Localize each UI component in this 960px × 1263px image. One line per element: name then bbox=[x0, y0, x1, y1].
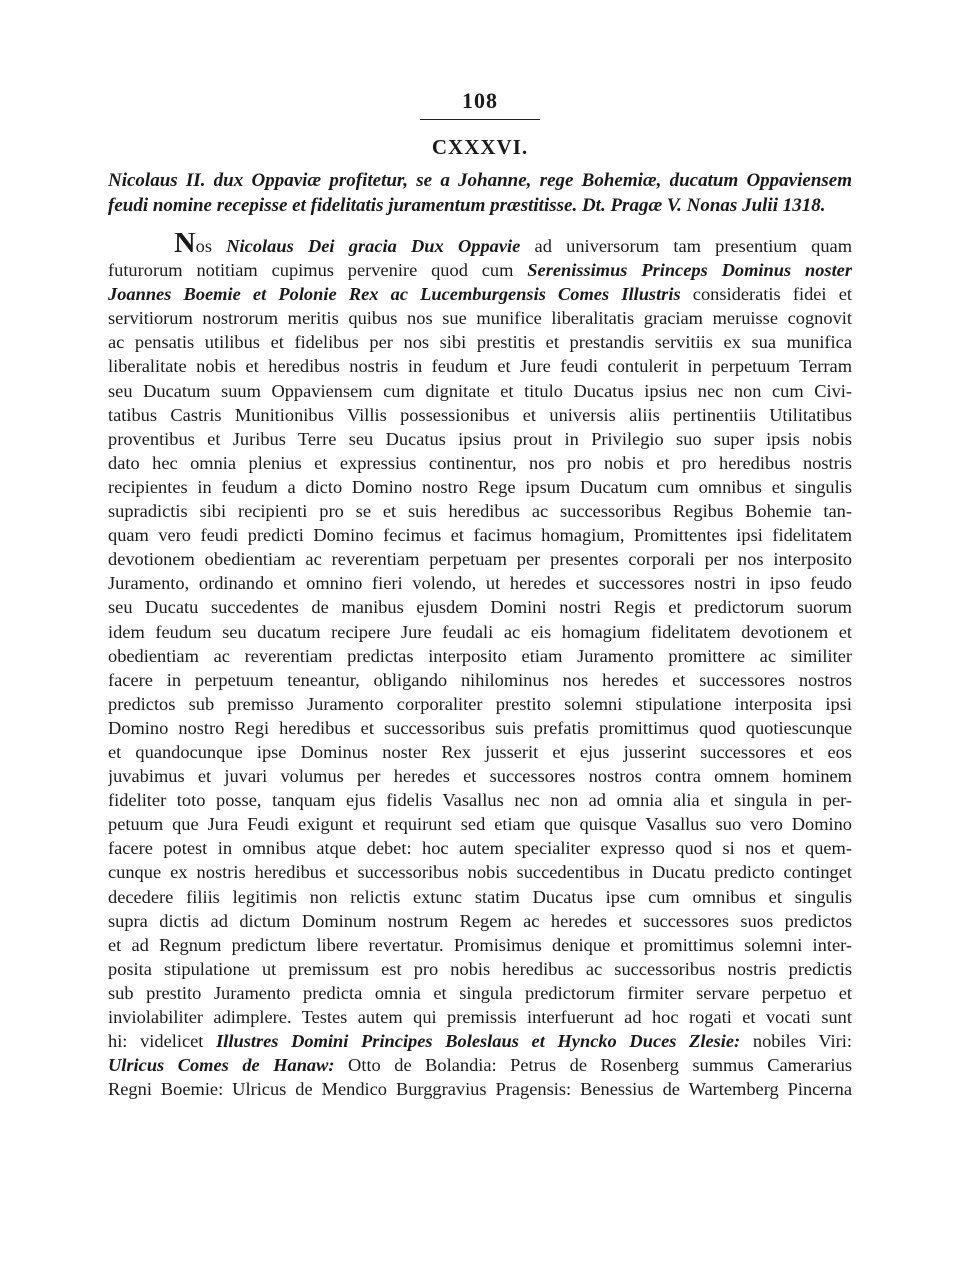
text-run: posita stipulatione ut premissum est pro nobis heredibus ac successoribus nostris predictis bbox=[108, 958, 852, 979]
text-run: juvabimus et juvari volumus per heredes et successores nostros contra omnem hominem bbox=[108, 766, 852, 787]
body-line bbox=[108, 1005, 852, 1029]
text-run: Otto de Bolandia: Petrus de Rosenberg summus Camerarius bbox=[334, 1055, 852, 1076]
text-run: seu Ducatu succedentes de manibus ejusdem Domini nostri Regis et predictorum suorum bbox=[108, 597, 852, 618]
text-run: et ad Regnum predictum libere revertatur. Promisimus denique et promittimus solemni inter- bbox=[108, 934, 852, 955]
text-run: Regni Boemie: Ulricus de Mendico Burggravius Pragensis: Benessius de Wartemberg Pincerna bbox=[108, 1079, 852, 1100]
text-run: decedere filiis legitimis non relictis extunc statim Ducatus ipse cum omnibus et singulis bbox=[108, 886, 852, 907]
text-run: hi: videlicet bbox=[108, 1031, 217, 1052]
document-number: CXXXVI. bbox=[431, 135, 529, 159]
text-run: Juramento, ordinando et omnino fieri volendo, ut heredes et successores nostri in ipso feudo bbox=[108, 573, 852, 594]
text-run: servitiorum nostrorum meritis quibus nos sue munifice liberalitatis graciam meruisse cognovit bbox=[108, 308, 852, 329]
text-run: dato hec omnia plenius et expressius continentur, nos pro nobis et pro heredibus nostris bbox=[108, 452, 852, 473]
text-run: et quandocunque ipse Dominus noster Rex jusserit et ejus jusserint successores et eos bbox=[108, 741, 852, 762]
text-run: devotionem obedientiam ac reverentiam perpetuam per presentes corporali per nos interposito bbox=[108, 549, 852, 570]
body-line bbox=[108, 692, 852, 716]
page-number: 108 bbox=[462, 88, 498, 113]
text-run: cunque ex nostris heredibus et successoribus nobis succedentibus in Ducatu predicto continget bbox=[108, 862, 852, 883]
italic-phrase: Serenissimus Princeps Dominus noster bbox=[527, 260, 852, 281]
body-line bbox=[108, 523, 852, 547]
body-line bbox=[108, 330, 852, 354]
text-run: inviolabiliter adimplere. Testes autem qui premissis interfuerunt ad hoc rogati et vocati sunt bbox=[108, 1007, 852, 1027]
text-run: consideratis fidei et bbox=[680, 284, 852, 305]
text-run: sub prestito Juramento predicta omnia et singula predictorum firmiter servare perpetuo et bbox=[108, 982, 852, 1003]
initial-letter: N bbox=[174, 233, 196, 259]
body-line bbox=[108, 716, 852, 740]
text-run: liberalitate nobis et heredibus nostris in feudum et Jure feudi contulerit in perpetuum Terram bbox=[108, 356, 852, 377]
text-run: supra dictis ad dictum Dominum nostrum Regem ac heredes et successores suos predictos bbox=[108, 910, 852, 931]
text-run: facere in perpetuum teneantur, obligando nihilominus nos heredes et successores nostros bbox=[108, 669, 852, 690]
body-line bbox=[108, 909, 852, 933]
text-run: ac pensatis utilibus et fidelibus per nos sibi prestitis et prestandis servitiis ex sua munifica bbox=[108, 332, 852, 353]
text-run: supradictis sibi recipienti pro se et suis heredibus ac successoribus Regibus Bohemie tan- bbox=[108, 501, 852, 522]
body-line bbox=[108, 644, 852, 668]
body-line bbox=[108, 595, 852, 619]
body-line bbox=[108, 427, 852, 451]
text-run: idem feudum seu ducatum recipere Jure feudali ac eis homagium fidelitatem devotionem et bbox=[108, 621, 852, 642]
italic-phrase: Joannes Boemie et Polonie Rex ac Lucemburgensis Comes Illustris bbox=[108, 284, 681, 305]
body-line bbox=[108, 1029, 852, 1053]
text-run: predictos sub premisso Juramento corporaliter prestito solemni stipulatione interposita ipsi bbox=[108, 693, 852, 714]
text-run: obedientiam ac reverentiam predictas interposito etiam Juramento promittere ac similiter bbox=[108, 645, 852, 666]
document-summary: Nicolaus II. dux Oppaviæ profitetur, se a Johanne, rege Bohemiæ, ducatum Oppaviensem feudi nomine recepisse et fidelitatis juramentum præstitisse. Dt. Pragæ V. Nonas Julii 1318. bbox=[108, 170, 852, 216]
text-run: recipientes in feudum a dicto Domino nostro Rege ipsum Ducatum cum omnibus et singulis bbox=[108, 476, 852, 497]
text-run: quam vero feudi predicti Domino fecimus et facimus homagium, Promittentes ipsi fidelitatem bbox=[108, 525, 852, 546]
text-run: facere potest in omnibus atque debet: hoc autem specialiter expresso quod si nos et quem- bbox=[108, 838, 852, 859]
body-line bbox=[108, 475, 852, 499]
body-line bbox=[108, 282, 852, 306]
body-line bbox=[108, 354, 852, 378]
text-run: tatibus Castris Munitionibus Villis possessionibus et universis aliis pertinentiis Utilitatibus bbox=[108, 404, 852, 425]
text-run: nobiles Viri: bbox=[740, 1031, 852, 1052]
body-line bbox=[108, 379, 852, 403]
italic-phrase: Nicolaus Dei gracia Dux Oppavie bbox=[226, 236, 521, 256]
text-run: petuum que Jura Feudi exigunt et requirunt sed etiam que quisque Vasallus suo vero Domino bbox=[108, 814, 852, 835]
body-line bbox=[108, 233, 852, 258]
document-body bbox=[108, 233, 852, 1101]
body-line bbox=[108, 620, 852, 644]
body-line bbox=[108, 836, 852, 860]
text-run: Domino nostro Regi heredibus et successoribus suis prefatis promittimus quod quotiescunque bbox=[108, 717, 852, 738]
body-line bbox=[108, 1053, 852, 1077]
body-line bbox=[108, 740, 852, 764]
body-line bbox=[108, 933, 852, 957]
body-line bbox=[108, 306, 852, 330]
italic-phrase: Illustres Domini Principes Boleslaus et Hyncko Duces Zlesie: bbox=[216, 1031, 741, 1052]
text-run: futurorum notitiam cupimus pervenire quod cum bbox=[108, 260, 528, 281]
body-line bbox=[108, 812, 852, 836]
body-line bbox=[108, 957, 852, 981]
body-line bbox=[108, 668, 852, 692]
body-line bbox=[108, 885, 852, 909]
body-line bbox=[108, 451, 852, 475]
body-line bbox=[108, 788, 852, 812]
italic-phrase: Ulricus Comes de Hanaw: bbox=[108, 1055, 335, 1076]
body-line bbox=[108, 860, 852, 884]
text-run: ad universorum tam presentium quam bbox=[520, 236, 852, 256]
text-run: fideliter toto posse, tanquam ejus fidelis Vasallus nec non ad omnia alia et singula in per- bbox=[108, 790, 852, 811]
body-line bbox=[108, 499, 852, 523]
header-rule bbox=[420, 119, 540, 120]
body-line bbox=[108, 547, 852, 571]
text-run: seu Ducatum suum Oppaviensem cum dignitate et titulo Ducatus ipsius nec non cum Civi- bbox=[108, 380, 852, 401]
body-line bbox=[108, 258, 852, 282]
body-line bbox=[108, 981, 852, 1005]
body-line bbox=[108, 571, 852, 595]
text-run: proventibus et Juribus Terre seu Ducatus ipsius prout in Privilegio suo super ipsis nobis bbox=[108, 428, 852, 449]
body-line bbox=[108, 1077, 852, 1101]
body-line bbox=[108, 403, 852, 427]
text-run: os bbox=[195, 236, 227, 256]
body-line bbox=[108, 764, 852, 788]
